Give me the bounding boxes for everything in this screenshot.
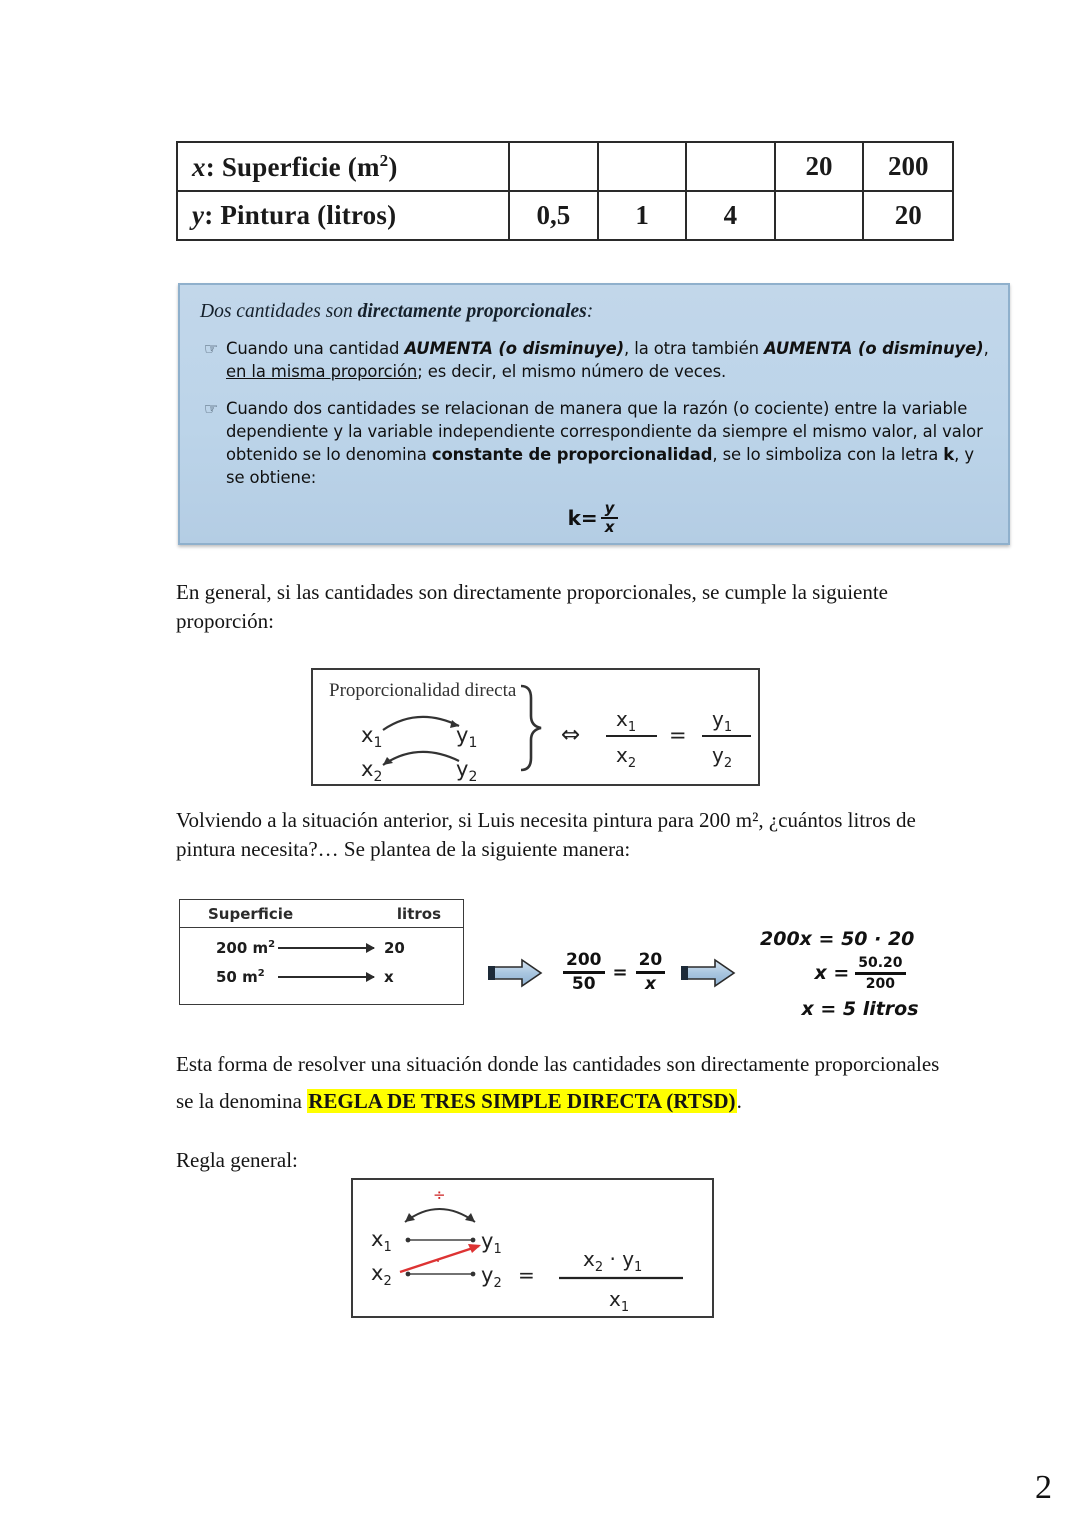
bullet1-emph2: AUMENTA (o disminuye): [763, 339, 984, 358]
label-y2: $y_2$: [456, 757, 478, 784]
bullet1-emph1: AUMENTA (o disminuye): [404, 339, 625, 358]
worked-example-row-2: [180, 968, 463, 986]
frac-left-denominator: $x_2$: [616, 743, 637, 771]
row2-from-value: 50 m: [216, 968, 258, 986]
proporcionalidad-diagram: [313, 670, 758, 784]
frac-right-denominator: $y_2$: [712, 743, 733, 771]
figure-title: Proporcionalidad directa: [329, 680, 517, 701]
bullet1-part2: , la otra también: [624, 339, 764, 358]
rtsd-line-1: Esta forma de resolver una situación donde las cantidades son directamente proporcionales: [176, 1052, 940, 1076]
cell-x-1: [509, 142, 598, 191]
formula-lhs: k=: [567, 505, 598, 530]
variable-x-symbol: x: [192, 151, 206, 182]
bullet2-part1: Cuando dos cantidades se relacionan de manera que la razón (o cociente) entre la variable dependiente y la variable independiente correspondiente da siempre el mismo valor, al valor obtenido se lo denomina: [226, 398, 983, 465]
cell-x-4: 20: [775, 142, 864, 191]
cell-x-2: [598, 142, 686, 191]
label-y1-sub: 1: [468, 735, 478, 751]
result-denominator: $x_1$: [609, 1287, 630, 1315]
definition-heading-colon: :: [586, 301, 594, 322]
solution-line-2: [760, 956, 960, 991]
figure-worked-example: [179, 899, 464, 1005]
definition-bullet-2-text: [226, 397, 990, 490]
table-row-label-y-text: : Pintura (litros): [204, 200, 397, 230]
header-litros: litros: [396, 905, 441, 923]
result-numerator: $x_2 \cdot y_1$: [583, 1247, 643, 1275]
multiply-mark: ·: [436, 1255, 441, 1270]
definition-heading-bold: directamente proporcionales: [357, 301, 587, 322]
pointing-hand-icon: ☞: [203, 339, 219, 358]
bullet1-part4: ; es decir, el mismo número de veces.: [417, 362, 727, 382]
proportion-den-left: 50: [571, 973, 596, 994]
definition-bullet-1-text: [226, 337, 990, 384]
curly-brace-icon: [521, 686, 541, 770]
definition-bullet-1: [196, 337, 990, 384]
proportion-table: [176, 141, 954, 241]
bullet2-bold1: constante de proporcionalidad: [431, 445, 713, 465]
intro-paragraph: En general, si las cantidades son directamente proporcionales, se cumple la siguiente proporción:: [176, 580, 889, 634]
divide-curve-arrow-icon: [405, 1209, 475, 1222]
solution-fraction: [855, 956, 905, 991]
row2-to: x: [384, 968, 394, 986]
header-superficie: Superficie: [208, 905, 294, 923]
regla-general-label: Regla general:: [176, 1148, 298, 1172]
cell-y-3: 4: [686, 191, 774, 240]
solution-numerator: 50.20: [858, 955, 903, 971]
proportion-equals: =: [612, 961, 628, 983]
divide-curve-head-left: [405, 1213, 415, 1222]
proportion-num-left: 200: [566, 950, 602, 970]
row2-from: [216, 968, 278, 986]
label-y1: $y_1$: [456, 723, 478, 751]
formula-numerator: y: [604, 498, 615, 517]
pointing-hand-icon: ☞: [203, 398, 219, 418]
table-row: [177, 142, 953, 191]
block-arrow-right-icon: [486, 958, 544, 988]
regla-general-diagram: [353, 1180, 712, 1316]
curve-arrow-top: [383, 717, 459, 730]
rtsd-line-2: [176, 1083, 1010, 1120]
solution-line-1: 200x = 50 · 20: [760, 928, 915, 950]
label-x1-sub: 1: [373, 735, 383, 751]
cell-y-5: 20: [863, 191, 953, 240]
solution-line-3: x = 5 litros: [801, 997, 919, 1020]
table-row-label-x-text: : Superficie $(m^2)$: [205, 150, 398, 182]
row1-to: 20: [384, 939, 405, 957]
formula-fraction: [601, 498, 619, 536]
label-y2-sub: 2: [468, 769, 478, 784]
bullet1-part3: ,: [983, 339, 989, 358]
proportion-num-right: 20: [638, 950, 663, 970]
label-y2: $y_2$: [481, 1263, 502, 1291]
row2-from-exponent: 2: [257, 968, 265, 979]
rtsd-highlighted-term: REGLA DE TRES SIMPLE DIRECTA (RTSD): [308, 1088, 736, 1113]
label-x2: $x_2$: [371, 1261, 392, 1289]
figure-regla-general: [351, 1178, 714, 1318]
frac-right-numerator: $y_1$: [712, 707, 733, 735]
block-arrow-right-icon: [679, 958, 737, 988]
definition-callout-box: [178, 283, 1010, 545]
cell-x-5: 200: [863, 142, 953, 191]
problem-paragraph: [176, 806, 990, 865]
cell-y-1: 0,5: [509, 191, 598, 240]
regla-equals: =: [518, 1263, 535, 1287]
arrow-right-icon: [278, 976, 374, 978]
definition-heading-plain: Dos cantidades son: [200, 301, 358, 322]
figure-proporcionalidad-directa: [311, 668, 760, 786]
label-y1: $y_1$: [481, 1229, 502, 1257]
curve-arrow-bottom: [383, 752, 459, 765]
cell-x-3: [686, 142, 774, 191]
rtsd-line-2-pre: se la denomina: [176, 1088, 308, 1113]
bullet1-part1: Cuando una cantidad: [226, 339, 405, 358]
bullet2-bold2: k: [943, 445, 955, 465]
problem-paragraph-line1: Volviendo a la situación anterior, si Luis necesita pintura para 200 m², ¿cuántos litros de: [176, 808, 916, 832]
solution-equations: [760, 928, 960, 1020]
equals-symbol: =: [669, 723, 687, 747]
equivalence-symbol: ⇔: [561, 722, 581, 748]
table-row-label-x: [177, 142, 509, 191]
page-number: 2: [1035, 1469, 1052, 1506]
label-x1: $x_1$: [371, 1227, 392, 1255]
proportion-equation: [563, 952, 665, 993]
label-x2-sub: 2: [373, 769, 383, 784]
definition-heading: [200, 301, 990, 323]
row1-from-value: 200 m: [216, 939, 269, 957]
line-y2-dot: [471, 1272, 476, 1277]
formula-denominator: x: [604, 517, 615, 536]
rtsd-paragraph: [176, 1046, 1010, 1120]
solution-denominator: 200: [865, 975, 896, 992]
line-y1-dot: [471, 1238, 476, 1243]
proportion-table-wrapper: [176, 141, 954, 241]
worked-example-header: [180, 900, 463, 928]
problem-paragraph-line2: pintura necesita?… Se plantea de la siguiente manera:: [176, 837, 631, 862]
line-x2-dot: [406, 1272, 411, 1277]
divide-mark: ÷: [433, 1186, 446, 1204]
arrow-right-icon: [278, 947, 374, 949]
row1-from: [216, 939, 278, 957]
bullet2-part2: , se lo simboliza con la letra: [712, 445, 944, 465]
bullet1-underlined: en la misma proporción: [226, 362, 418, 382]
table-row-label-y: [177, 191, 509, 240]
proportion-den-right: x: [644, 973, 656, 994]
proportion-right-fraction: [636, 952, 666, 993]
proportion-left-fraction: [563, 952, 605, 993]
worked-example-row-1: [180, 939, 463, 957]
label-x1: $x_1$: [361, 723, 383, 751]
definition-bullet-2: [196, 397, 990, 490]
label-x2: $x_2$: [361, 757, 383, 784]
frac-left-numerator: $x_1$: [616, 707, 637, 735]
table-row: [177, 191, 953, 240]
row1-from-exponent: 2: [268, 939, 276, 950]
rtsd-line-2-post: .: [736, 1088, 742, 1113]
constant-formula: [196, 498, 990, 536]
line-x1-dot: [406, 1238, 411, 1243]
variable-y-symbol: y: [192, 200, 205, 230]
cell-y-2: 1: [598, 191, 686, 240]
cell-y-4: [775, 191, 864, 240]
solution-line-2-lhs: x =: [814, 962, 850, 985]
bullet2-part3: , y se obtiene:: [226, 445, 974, 488]
